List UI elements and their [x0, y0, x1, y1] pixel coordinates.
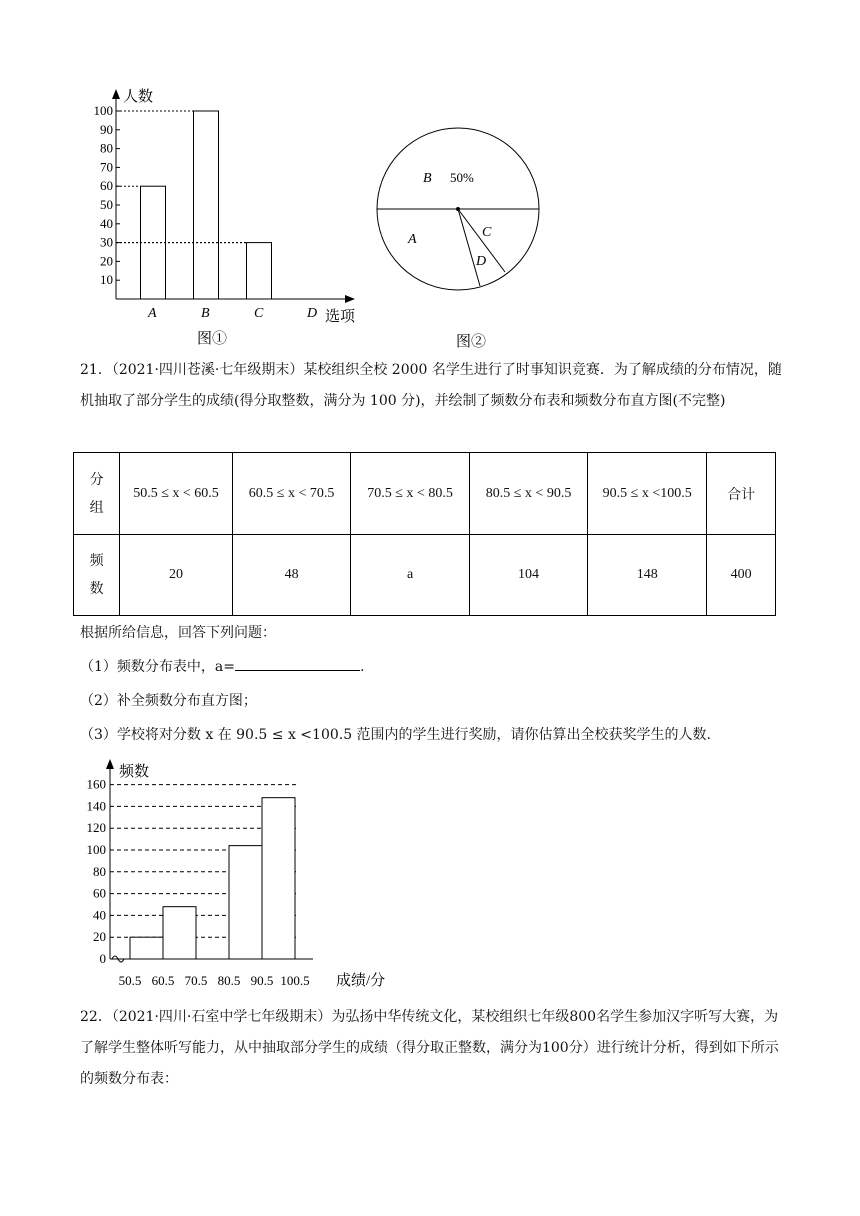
histogram-y-tick-label: 40: [93, 907, 106, 923]
q21-intro: 21．（2021·四川苍溪·七年级期末）某校组织全校 2000 名学生进行了时事知识竞赛．为了解成绩的分布情况，随机抽取了部分学生的成绩(得分取整数，满分为 100 分)，并绘制了频数分布表和频数分布直方图(不完整): [80, 362, 782, 409]
histogram-y-tick-label: 160: [86, 776, 106, 792]
histogram-bar: [163, 907, 196, 959]
figure1-bar: [194, 111, 219, 299]
histogram-y-tick-label: 80: [93, 863, 106, 879]
figure1-y-tick-label: 70: [100, 159, 113, 175]
histogram-x-tick-label: 50.5: [118, 973, 142, 988]
pie-label-c: C: [482, 225, 492, 240]
figure1-x-arrow: [345, 295, 355, 303]
table-cell-count: 20: [120, 535, 233, 616]
frequency-table: [73, 452, 776, 616]
figure1-y-tick-label: 30: [100, 234, 113, 250]
histogram-y-tick-label: 20: [93, 929, 106, 945]
figure1-y-tick-label: 20: [100, 253, 113, 269]
figure1-bar: [247, 243, 272, 299]
figure1-y-arrow: [112, 89, 120, 99]
pie-center: [456, 207, 460, 211]
histogram-x-tick-label: 100.5: [280, 973, 310, 988]
histogram-y-arrow: [106, 759, 114, 769]
histogram-bar: [262, 798, 295, 959]
figure1-y-tick-label: 100: [93, 103, 113, 118]
figure1-caption: 图①: [197, 331, 228, 347]
histogram-bar: [229, 846, 262, 959]
figure2-pie-chart: [370, 120, 550, 355]
pie-label-a: A: [408, 232, 417, 247]
histogram-y-tick-label: 120: [86, 820, 106, 836]
figure1-y-tick-label: 90: [100, 121, 113, 137]
answer-blank[interactable]: [235, 656, 360, 671]
table-cell-total: 400: [707, 535, 776, 616]
table-cell-total-head: 合计: [707, 453, 776, 535]
pie-label-b-pct: 50%: [450, 170, 474, 185]
figure1-ylabel: 人数: [123, 89, 154, 105]
q21-part2: （2）补全频数分布直方图；: [80, 693, 257, 709]
table-cell-count: a: [351, 535, 469, 616]
table-cell-group: 60.5 ≤ x < 70.5: [232, 453, 350, 535]
figure1-y-tick-label: 60: [100, 178, 113, 194]
histogram-x-tick-label: 90.5: [250, 973, 274, 988]
figure1-category-label: B: [201, 306, 210, 321]
histogram-x-tick-label: 80.5: [217, 973, 241, 988]
histogram-y-tick-label: 60: [93, 885, 106, 901]
histogram-chart: [85, 755, 425, 995]
table-head-count: 频 数: [74, 535, 120, 616]
histogram-y-tick-label: 0: [99, 951, 106, 966]
table-cell-group: 50.5 ≤ x < 60.5: [120, 453, 233, 535]
figure1-xlabel: 选项: [325, 309, 356, 325]
pie-label-b: B: [423, 171, 432, 186]
q21-prompt: 根据所给信息，回答下列问题：: [80, 625, 276, 641]
figure1-category-label: D: [307, 306, 318, 321]
q21-part1: （1）频数分布表中，a= .: [80, 656, 364, 676]
histogram-y-tick-label: 140: [86, 798, 106, 814]
histogram-ylabel: 频数: [119, 764, 150, 780]
table-cell-count: 148: [588, 535, 707, 616]
table-cell-count: 48: [232, 535, 350, 616]
pie-radius-d: [458, 209, 480, 286]
pie-label-d: D: [476, 254, 487, 269]
figure1-category-label: C: [254, 306, 264, 321]
table-cell-group: 80.5 ≤ x < 90.5: [469, 453, 587, 535]
histogram-xlabel: 成绩/分: [336, 973, 386, 989]
figure1-bar-chart: [85, 85, 365, 350]
table-cell-count: 104: [469, 535, 587, 616]
table-cell-group: 90.5 ≤ x <100.5: [588, 453, 707, 535]
figure1-y-tick-label: 50: [100, 197, 113, 212]
figure2-caption: 图②: [456, 334, 487, 350]
histogram-y-tick-label: 100: [86, 842, 106, 857]
table-cell-group: 70.5 ≤ x < 80.5: [351, 453, 469, 535]
figure1-y-tick-label: 10: [100, 272, 113, 288]
histogram-x-tick-label: 70.5: [184, 973, 208, 988]
figure1-category-label: A: [148, 306, 157, 321]
q22-intro: 22．（2021·四川·石室中学七年级期末）为弘扬中华传统文化，某校组织七年级800名学生参加汉字听写大赛，为了解学生整体听写能力，从中抽取部分学生的成绩（得分取正整数，满分为100分）进行统计分析，得到如下所示的频数分布表：: [80, 1009, 779, 1087]
table-row-groups: [74, 453, 776, 535]
table-row-counts: [74, 535, 776, 616]
figure1-y-tick-label: 80: [100, 140, 113, 156]
figure1-y-tick-label: 40: [100, 215, 113, 231]
histogram-x-tick-label: 60.5: [151, 973, 175, 988]
table-head-group: 分 组: [74, 453, 120, 535]
q21-part3: （3）学校将对分数 x 在 90.5 ≤ x <100.5 范围内的学生进行奖励，请你估算出全校获奖学生的人数.: [80, 727, 712, 743]
histogram-bar: [130, 937, 163, 959]
